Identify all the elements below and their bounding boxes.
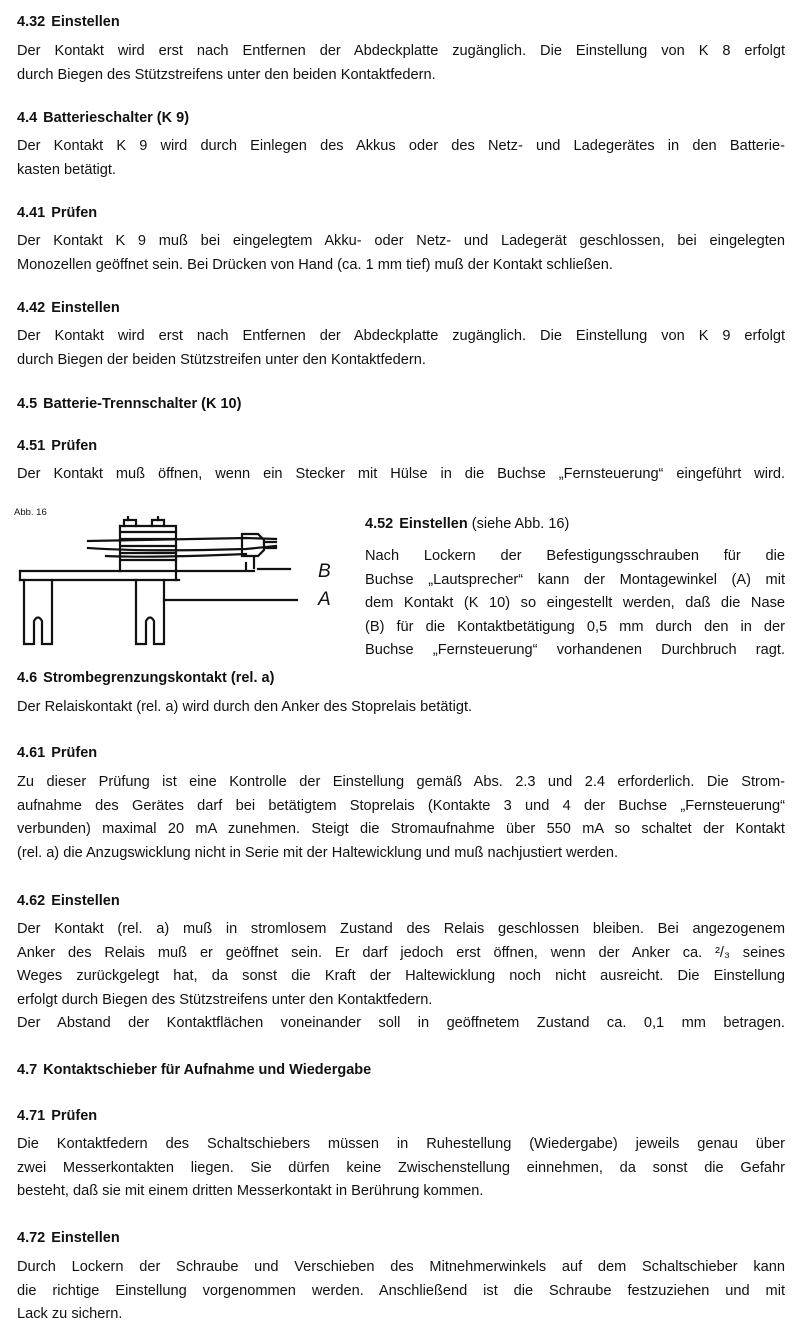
heading-4-52: 4.52 Einstellen (siehe Abb. 16) — [365, 516, 570, 532]
heading-4-42: 4.42 Einstellen — [17, 300, 120, 316]
text-line: Der Relaiskontakt (rel. a) wird durch den Anker des Stoprelais betätigt. — [17, 699, 473, 715]
heading-4-4: 4.4 Batterieschalter (K 9) — [17, 110, 190, 126]
paragraph-4-72 — [17, 1256, 785, 1327]
heading-reference: (siehe Abb. 16) — [471, 516, 570, 532]
text-line: Der Kontakt K 9 muß bei eingelegtem Akku- oder Netz- und Ladegerät geschlossen, bei eingelegten — [17, 233, 785, 249]
heading-4-51: 4.51 Prüfen — [17, 438, 98, 454]
heading-4-62: 4.62 Einstellen — [17, 893, 120, 909]
text-line: Zu dieser Prüfung ist eine Kontrolle der Einstellung gemäß Abs. 2.3 und 2.4 erforderlich. Die Strom- — [17, 774, 785, 790]
heading-4-72: 4.72 Einstellen — [17, 1230, 120, 1246]
paragraph-4-61 — [17, 771, 785, 865]
paragraph-4-51 — [17, 463, 785, 487]
text-line: Weges zurückgelegt hat, da sonst die Kraft der Haltewicklung noch nicht ausreicht. Die Einstellung — [17, 968, 785, 984]
paragraph-4-4 — [17, 135, 785, 182]
heading-4-32: 4.32 Einstellen — [17, 14, 120, 30]
text-line: Der Kontakt (rel. a) muß in stromlosem Zustand des Relais geschlossen bleiben. Bei angezogenem — [17, 921, 785, 937]
text-line: Durch Lockern der Schraube und Verschieben des Mitnehmerwinkels auf dem Schaltschieber kann — [17, 1259, 785, 1275]
text-line: besteht, daß sie mit einem dritten Messerkontakt in Berührung kommen. — [17, 1183, 484, 1199]
paragraph-4-42 — [17, 325, 785, 372]
text-line: (rel. a) die Anzugswicklung nicht in Serie mit der Haltewicklung und muß nachjustiert werden. — [17, 844, 619, 861]
text-line: dem Kontakt (K 10) so eingestellt werden, daß die Nase — [365, 595, 785, 611]
text-line: Der Kontakt muß öffnen, wenn ein Stecker mit Hülse in die Buchse „Fernsteuerung“ eingeführt wird. — [17, 466, 785, 482]
heading-4-6: 4.6 Strombegrenzungskontakt (rel. a) — [17, 670, 275, 686]
text-line: Lack zu sichern. — [17, 1306, 123, 1322]
figure-label-b: B — [318, 561, 331, 582]
paragraph-4-52 — [365, 545, 785, 663]
paragraph-4-71 — [17, 1133, 785, 1204]
paragraph-4-41 — [17, 230, 785, 277]
text-line: Der Kontakt K 9 wird durch Einlegen des Akkus oder des Netz- und Ladegerätes in den Batterie- — [17, 138, 785, 154]
figure-label-a: A — [318, 589, 331, 610]
paragraph-4-62 — [17, 918, 785, 1036]
text-line: Buchse „Fernsteuerung“ vorhandenen Durchbruch ragt. — [365, 642, 785, 658]
text-line: Buchse „Lautsprecher“ kann der Montagewinkel (A) mit — [365, 571, 785, 588]
contact-bracket-diagram — [14, 516, 354, 651]
text-line: Monozellen geöffnet sein. Bei Drücken von Hand (ca. 1 mm tief) muß der Kontakt schließen. — [17, 256, 613, 273]
heading-4-61: 4.61 Prüfen — [17, 745, 98, 761]
heading-4-41: 4.41 Prüfen — [17, 205, 98, 221]
text-line: Der Kontakt wird erst nach Entfernen der Abdeckplatte zugänglich. Die Einstellung von K 8 erfolgt — [17, 43, 785, 59]
text-line: Anker des Relais muß er geöffnet sein. Er darf jedoch erst öffnen, wenn der Anker ca. ²/₃ seines — [17, 944, 785, 961]
text-line: zwei Messerkontakten liegen. Sie dürfen keine Zwischenstellung einnehmen, da sonst die Gefahr — [17, 1159, 785, 1176]
paragraph-4-32 — [17, 40, 785, 87]
text-line: verbunden) maximal 20 mA zunehmen. Steigt die Stromaufnahme über 550 mA so schaltet der Kontakt — [17, 821, 785, 837]
heading-4-7: 4.7 Kontaktschieber für Aufnahme und Wiedergabe — [17, 1062, 372, 1078]
text-line: Der Kontakt wird erst nach Entfernen der Abdeckplatte zugänglich. Die Einstellung von K 9 erfolgt — [17, 328, 785, 344]
paragraph-4-6 — [17, 696, 785, 720]
text-line: die richtige Einstellung vorgenommen werden. Anschließend ist die Schraube festzuziehen und mit — [17, 1282, 785, 1299]
text-line: durch Biegen der beiden Stützstreifen unter den Kontaktfedern. — [17, 351, 426, 368]
text-line: (B) für die Kontaktbetätigung 0,5 mm durch den in der — [365, 618, 785, 635]
heading-4-71: 4.71 Prüfen — [17, 1108, 98, 1124]
text-line: kasten betätigt. — [17, 161, 116, 178]
text-line: erfolgt durch Biegen des Stützstreifens unter den Kontaktfedern. — [17, 991, 433, 1008]
text-line: aufnahme des Gerätes darf bei betätigtem Stoprelais (Kontakte 3 und 4 der Buchse „Fernsteuerung“ — [17, 797, 785, 814]
text-line: Die Kontaktfedern des Schaltschiebers müssen in Ruhestellung (Wiedergabe) jeweils genau über — [17, 1136, 785, 1152]
figure-caption: Abb. 16 — [14, 507, 47, 518]
text-line: Nach Lockern der Befestigungsschrauben für die — [365, 548, 785, 564]
heading-4-5: 4.5 Batterie-Trennschalter (K 10) — [17, 396, 242, 412]
text-line: durch Biegen des Stützstreifens unter den beiden Kontaktfedern. — [17, 66, 436, 83]
text-line: Der Abstand der Kontaktflächen voneinander soll in geöffnetem Zustand ca. 0,1 mm betragen. — [17, 1015, 785, 1031]
